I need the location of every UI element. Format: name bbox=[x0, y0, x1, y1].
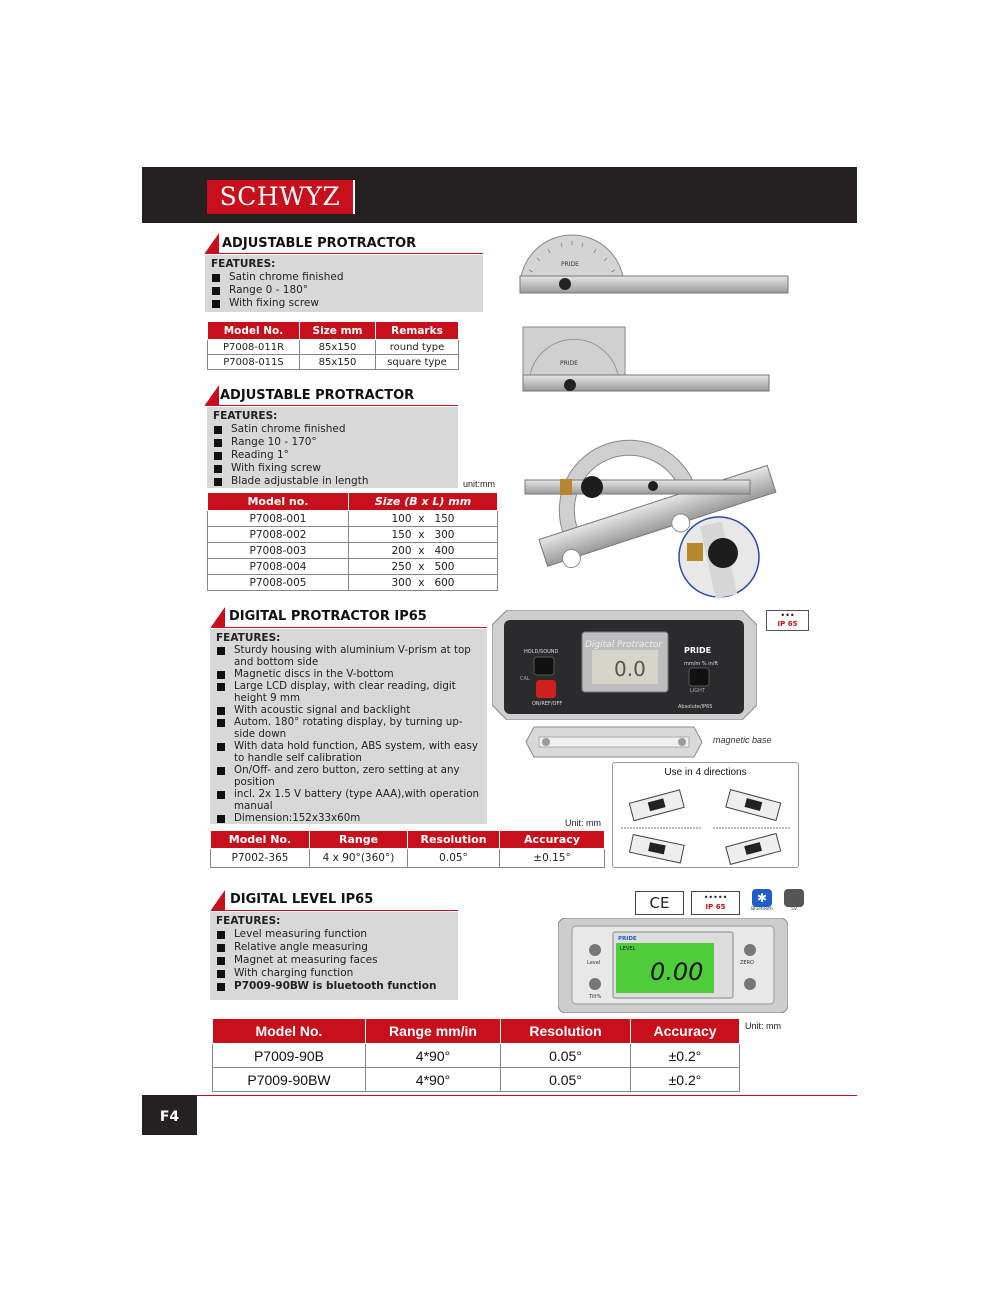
power-button bbox=[536, 680, 556, 698]
spec-table bbox=[212, 1018, 740, 1092]
hold-button bbox=[534, 657, 554, 675]
directions-diagram bbox=[613, 778, 798, 866]
unit-label: Unit: mm bbox=[565, 818, 601, 828]
digital-level-image bbox=[558, 918, 788, 1013]
col-header: Model No. bbox=[211, 831, 310, 849]
round-protractor-image bbox=[515, 232, 790, 300]
svg-text:PRIDE: PRIDE bbox=[560, 360, 578, 367]
table-cell: ±0.2° bbox=[631, 1044, 740, 1068]
table-cell: 0.05° bbox=[408, 849, 500, 868]
light-button bbox=[689, 668, 709, 686]
feature-item: Satin chrome finished bbox=[211, 271, 477, 284]
feature-item: With fixing screw bbox=[213, 462, 452, 475]
feature-item: Relative angle measuring bbox=[216, 941, 452, 954]
device-title: Digital Protractor bbox=[585, 640, 663, 650]
features-heading: FEATURES: bbox=[213, 410, 278, 422]
square-protractor-image bbox=[520, 325, 772, 395]
lcd-reading: 0.0 bbox=[614, 657, 646, 681]
table-cell: 85x150 bbox=[300, 340, 376, 355]
col-header: Accuracy bbox=[500, 831, 605, 849]
spec-table bbox=[207, 321, 459, 370]
col-header: Resolution bbox=[501, 1019, 631, 1044]
feature-item: With data hold function, ABS system, with easy to handle self calibration bbox=[216, 740, 481, 764]
section-title: DIGITAL PROTRACTOR IP65 bbox=[229, 609, 427, 624]
col-header: Resolution bbox=[408, 831, 500, 849]
section-title: ADJUSTABLE PROTRACTOR bbox=[220, 388, 415, 403]
feature-item: Range 10 - 170° bbox=[213, 436, 452, 449]
ce-badge: CE bbox=[635, 891, 684, 915]
table-cell: P7008-005 bbox=[208, 575, 349, 591]
section-title: ADJUSTABLE PROTRACTOR bbox=[222, 236, 417, 251]
section-marker bbox=[211, 890, 225, 910]
table-cell: ±0.2° bbox=[631, 1068, 740, 1092]
table-row bbox=[208, 355, 459, 370]
table-row bbox=[208, 511, 498, 527]
abs-label: Absolute/IP65 bbox=[678, 704, 713, 710]
feature-item: Dimension:152x33x60m bbox=[216, 812, 481, 824]
col-header: Model No. bbox=[213, 1019, 366, 1044]
level-button bbox=[589, 944, 601, 956]
directions-box bbox=[612, 762, 799, 868]
feature-item: Satin chrome finished bbox=[213, 423, 452, 436]
section-underline bbox=[211, 910, 458, 911]
signal-button bbox=[744, 978, 756, 990]
table-cell: P7008-003 bbox=[208, 543, 349, 559]
magnetic-base-label: magnetic base bbox=[713, 735, 772, 745]
feature-item: On/Off- and zero button, zero setting at any position bbox=[216, 764, 481, 788]
device-brand: PRIDE bbox=[684, 646, 712, 655]
table-cell: P7008-011R bbox=[208, 340, 300, 355]
unit-label: unit:mm bbox=[463, 479, 496, 489]
spec-table bbox=[210, 830, 605, 868]
table-cell: 150 x 300 bbox=[349, 527, 498, 543]
ip65-badge bbox=[691, 891, 740, 915]
table-cell: 250 x 500 bbox=[349, 559, 498, 575]
table-cell: P7008-001 bbox=[208, 511, 349, 527]
table-cell: square type bbox=[376, 355, 459, 370]
col-header: Range bbox=[310, 831, 408, 849]
table-cell: 300 x 600 bbox=[349, 575, 498, 591]
cal-label: CAL bbox=[520, 676, 530, 682]
feature-item: Reading 1° bbox=[213, 449, 452, 462]
feature-item: Large LCD display, with clear reading, digit height 9 mm bbox=[216, 680, 481, 704]
feature-item: With fixing screw bbox=[211, 297, 477, 310]
on-label: ON/REF/OFF bbox=[532, 701, 563, 707]
features-heading: FEATURES: bbox=[216, 915, 281, 927]
section-underline bbox=[205, 405, 458, 406]
feature-item: P7009-90BW is bluetooth function bbox=[216, 980, 452, 993]
footer-line bbox=[197, 1095, 857, 1096]
features-heading: FEATURES: bbox=[216, 632, 281, 644]
table-cell: P7009-90B bbox=[213, 1044, 366, 1068]
section-underline bbox=[211, 627, 487, 628]
feature-item: Magnet at measuring faces bbox=[216, 954, 452, 967]
features-box bbox=[210, 912, 458, 1000]
col-header: Remarks bbox=[376, 322, 459, 340]
table-row bbox=[208, 543, 498, 559]
table-cell: 200 x 400 bbox=[349, 543, 498, 559]
bluetooth-badge bbox=[750, 889, 774, 914]
feature-item: Range 0 - 180° bbox=[211, 284, 477, 297]
table-row bbox=[213, 1068, 740, 1092]
features-heading: FEATURES: bbox=[211, 258, 276, 270]
col-header: Accuracy bbox=[631, 1019, 740, 1044]
section-marker bbox=[205, 233, 219, 253]
section-marker bbox=[211, 607, 225, 627]
unit-label: Unit: mm bbox=[745, 1021, 781, 1031]
table-cell: 4*90° bbox=[366, 1044, 501, 1068]
bluetooth-icon: ✱ bbox=[752, 889, 772, 907]
table-cell: round type bbox=[376, 340, 459, 355]
level-label: LEVEL bbox=[620, 946, 636, 952]
table-row bbox=[208, 575, 498, 591]
feature-item: Level measuring function bbox=[216, 928, 452, 941]
battery-icon bbox=[784, 889, 804, 907]
usb-label: 5V bbox=[791, 907, 797, 912]
page-number: F4 bbox=[142, 1095, 197, 1135]
table-cell: ±0.15° bbox=[500, 849, 605, 868]
table-cell: 100 x 150 bbox=[349, 511, 498, 527]
features-box bbox=[207, 407, 458, 488]
table-cell: P7008-002 bbox=[208, 527, 349, 543]
units-label: mm/m % in/ft bbox=[684, 661, 719, 667]
magnetic-base-image bbox=[524, 725, 704, 759]
device-brand: PRIDE bbox=[618, 936, 637, 942]
usb-badge bbox=[782, 889, 806, 914]
col-header: Model no. bbox=[208, 493, 349, 511]
col-header: Size (B x L) mm bbox=[349, 493, 498, 511]
table-row bbox=[211, 849, 605, 868]
feature-item: With charging function bbox=[216, 967, 452, 980]
feature-item: Magnetic discs in the V-bottom bbox=[216, 668, 481, 680]
col-header: Model No. bbox=[208, 322, 300, 340]
table-row bbox=[208, 340, 459, 355]
table-cell: 0.05° bbox=[501, 1068, 631, 1092]
detail-zoom-image bbox=[677, 515, 762, 600]
directions-label: Use in 4 directions bbox=[664, 767, 747, 778]
tilt-button bbox=[589, 978, 601, 990]
ip65-badge bbox=[766, 610, 809, 631]
section-marker bbox=[205, 385, 219, 405]
col-header: Range mm/in bbox=[366, 1019, 501, 1044]
col-header: Size mm bbox=[300, 322, 376, 340]
image-logo: PRIDE bbox=[561, 261, 579, 268]
lcd-reading: 0.00 bbox=[650, 958, 704, 986]
level-button-label: Level bbox=[587, 960, 601, 966]
table-cell: P7008-011S bbox=[208, 355, 300, 370]
table-cell: 85x150 bbox=[300, 355, 376, 370]
zero-button-label: ZERO bbox=[740, 960, 754, 966]
table-cell: P7002-365 bbox=[211, 849, 310, 868]
feature-item: Autom. 180° rotating display, by turning up-side down bbox=[216, 716, 481, 740]
table-cell: 4 x 90°(360°) bbox=[310, 849, 408, 868]
table-row bbox=[208, 527, 498, 543]
feature-item: With acoustic signal and backlight bbox=[216, 704, 481, 716]
feature-item: incl. 2x 1.5 V battery (type AAA),with operation manual bbox=[216, 788, 481, 812]
features-box bbox=[210, 629, 487, 824]
table-cell: 0.05° bbox=[501, 1044, 631, 1068]
feature-item: Sturdy housing with aluminium V-prism at top and bottom side bbox=[216, 644, 481, 668]
table-row bbox=[213, 1044, 740, 1068]
ip65-label: IP 65 bbox=[705, 903, 726, 911]
feature-item: Blade adjustable in length bbox=[213, 475, 452, 488]
table-row bbox=[208, 559, 498, 575]
tilt-button-label: Tilt% bbox=[589, 994, 602, 1000]
table-cell: P7009-90BW bbox=[213, 1068, 366, 1092]
light-label: LIGHT bbox=[690, 688, 705, 694]
features-box bbox=[205, 255, 483, 312]
section-title: DIGITAL LEVEL IP65 bbox=[230, 892, 374, 907]
section-underline bbox=[205, 253, 483, 254]
table-cell: P7008-004 bbox=[208, 559, 349, 575]
hold-label: HOLD/SOUND bbox=[524, 649, 559, 655]
brand-divider bbox=[353, 180, 355, 214]
ip65-label: IP 65 bbox=[777, 620, 798, 628]
table-cell: 4*90° bbox=[366, 1068, 501, 1092]
water-drops-icon: ••••• bbox=[703, 893, 728, 902]
bluetooth-label: Bluetooth bbox=[751, 907, 773, 912]
spec-table bbox=[207, 492, 498, 591]
digital-protractor-image bbox=[492, 610, 757, 720]
water-drops-icon: ••• bbox=[780, 611, 795, 620]
zero-button bbox=[744, 944, 756, 956]
brand-logo: SCHWYZ bbox=[207, 180, 353, 214]
